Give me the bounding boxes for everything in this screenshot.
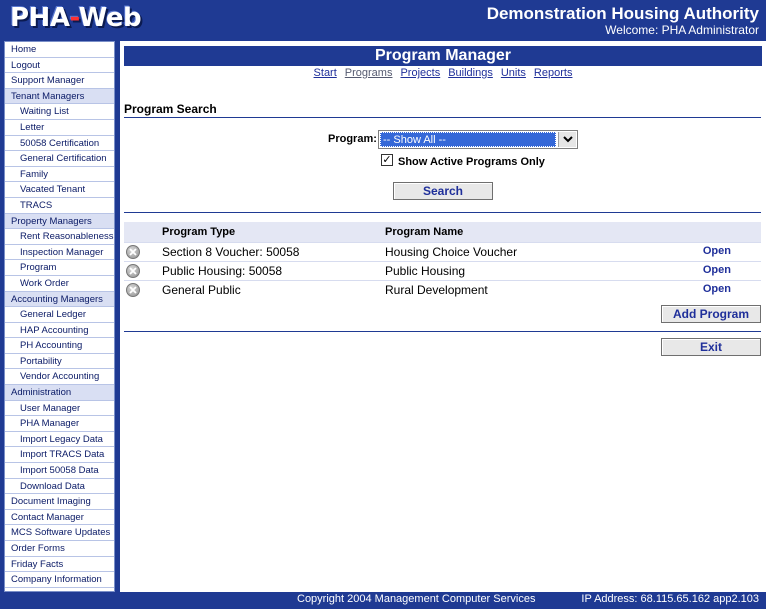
sidebar-item-hap-accounting[interactable]: HAP Accounting [5, 323, 114, 339]
active-programs-label: Show Active Programs Only [398, 156, 545, 168]
program-select[interactable] [378, 130, 578, 149]
sidebar-item-import-legacy-data[interactable]: Import Legacy Data [5, 432, 114, 448]
cell-program-name: Rural Development [385, 283, 488, 297]
cell-program-type: Public Housing: 50058 [162, 264, 283, 278]
main-content [120, 41, 766, 592]
column-header-type: Program Type [162, 226, 236, 238]
sidebar-nav [4, 41, 115, 592]
sidebar-item-friday-facts[interactable]: Friday Facts [5, 557, 114, 573]
sidebar-item-pha-manager[interactable]: PHA Manager [5, 416, 114, 432]
tab-projects[interactable]: Projects [400, 67, 441, 79]
sidebar-item-inspection-manager[interactable]: Inspection Manager [5, 245, 114, 261]
sidebar-item-work-order[interactable]: Work Order [5, 276, 114, 292]
pha-web-logo [10, 3, 141, 33]
sidebar-item-user-manager[interactable]: User Manager [5, 401, 114, 417]
add-program-button[interactable]: Add Program [661, 305, 761, 323]
divider-bottom [124, 331, 761, 332]
sidebar-item-general-ledger[interactable]: General Ledger [5, 307, 114, 323]
tab-programs[interactable]: Programs [344, 67, 393, 79]
open-link[interactable]: Open [702, 245, 731, 257]
divider-mid [124, 212, 761, 213]
delete-icon[interactable] [126, 283, 140, 297]
sidebar-item-import-tracs-data[interactable]: Import TRACS Data [5, 447, 114, 463]
sidebar-item-company-information[interactable]: Company Information [5, 572, 114, 588]
table-body [124, 242, 761, 299]
sidebar-item-logout[interactable]: Logout [5, 58, 114, 74]
checkmark-icon: ✓ [382, 154, 392, 166]
sidebar-item-ph-accounting[interactable]: PH Accounting [5, 338, 114, 354]
sidebar-item-general-certification[interactable]: General Certification [5, 151, 114, 167]
sidebar-item-program[interactable]: Program [5, 260, 114, 276]
table-row [124, 261, 761, 280]
programs-table [124, 222, 761, 299]
sidebar-item-vendor-accounting[interactable]: Vendor Accounting [5, 369, 114, 385]
cell-program-type: Section 8 Voucher: 50058 [162, 245, 300, 259]
cell-program-type: General Public [162, 283, 241, 297]
footer-copyright: Copyright 2004 Management Computer Services [297, 593, 536, 605]
welcome-text: Welcome: PHA Administrator [605, 23, 759, 37]
sidebar-item-order-forms[interactable]: Order Forms [5, 541, 114, 557]
delete-icon[interactable] [126, 245, 140, 259]
sidebar-item-tenant-managers[interactable]: Tenant Managers [5, 89, 114, 105]
section-title-program-search: Program Search [124, 102, 217, 116]
sidebar-item-import-50058-data[interactable]: Import 50058 Data [5, 463, 114, 479]
tab-units[interactable]: Units [500, 67, 526, 79]
search-button[interactable]: Search [393, 182, 493, 200]
cell-program-name: Public Housing [385, 264, 466, 278]
sidebar-item-vacated-tenant[interactable]: Vacated Tenant [5, 182, 114, 198]
tab-start[interactable]: Start [313, 67, 337, 79]
sidebar-item-property-managers[interactable]: Property Managers [5, 214, 114, 230]
logo-text-dash: - [69, 3, 79, 33]
delete-icon[interactable] [126, 264, 140, 278]
tab-buildings[interactable]: Buildings [448, 67, 493, 79]
table-row [124, 242, 761, 261]
sidebar-item-contact-manager[interactable]: Contact Manager [5, 510, 114, 526]
logo-text-right: Web [78, 3, 142, 33]
sidebar-item-accounting-managers[interactable]: Accounting Managers [5, 292, 114, 308]
open-link[interactable]: Open [702, 264, 731, 276]
page-title: Program Manager [124, 46, 762, 66]
sidebar-item-family[interactable]: Family [5, 167, 114, 183]
sidebar-item-tracs[interactable]: TRACS [5, 198, 114, 214]
sidebar-item-mcs-software-updates[interactable]: MCS Software Updates [5, 525, 114, 541]
logo-text-left: PHA [10, 3, 70, 33]
chevron-down-icon[interactable] [558, 132, 576, 147]
app-header [0, 0, 766, 41]
sidebar-item-download-data[interactable]: Download Data [5, 479, 114, 495]
divider-top [124, 117, 761, 118]
sidebar-item-waiting-list[interactable]: Waiting List [5, 104, 114, 120]
sidebar-item-portability[interactable]: Portability [5, 354, 114, 370]
table-row [124, 280, 761, 299]
sidebar-item-rent-reasonableness[interactable]: Rent Reasonableness [5, 229, 114, 245]
sidebar-item-support-manager[interactable]: Support Manager [5, 73, 114, 89]
tab-reports[interactable]: Reports [533, 67, 573, 79]
sidebar-item-administration[interactable]: Administration [5, 385, 114, 401]
program-select-value: -- Show All -- [380, 132, 556, 147]
tab-bar [120, 67, 766, 79]
exit-button[interactable]: Exit [661, 338, 761, 356]
sidebar-item-letter[interactable]: Letter [5, 120, 114, 136]
open-link[interactable]: Open [702, 283, 731, 295]
active-programs-checkbox[interactable] [381, 154, 393, 166]
sidebar-item-home[interactable]: Home [5, 42, 114, 58]
organization-name: Demonstration Housing Authority [486, 4, 759, 23]
sidebar-item-50058-certification[interactable]: 50058 Certification [5, 136, 114, 152]
sidebar-item-document-imaging[interactable]: Document Imaging [5, 494, 114, 510]
table-header [124, 222, 761, 242]
column-header-name: Program Name [385, 226, 464, 238]
cell-program-name: Housing Choice Voucher [385, 245, 518, 259]
footer-ip-address: IP Address: 68.115.65.162 app2.103 [581, 593, 759, 605]
program-label: Program: [328, 133, 377, 145]
